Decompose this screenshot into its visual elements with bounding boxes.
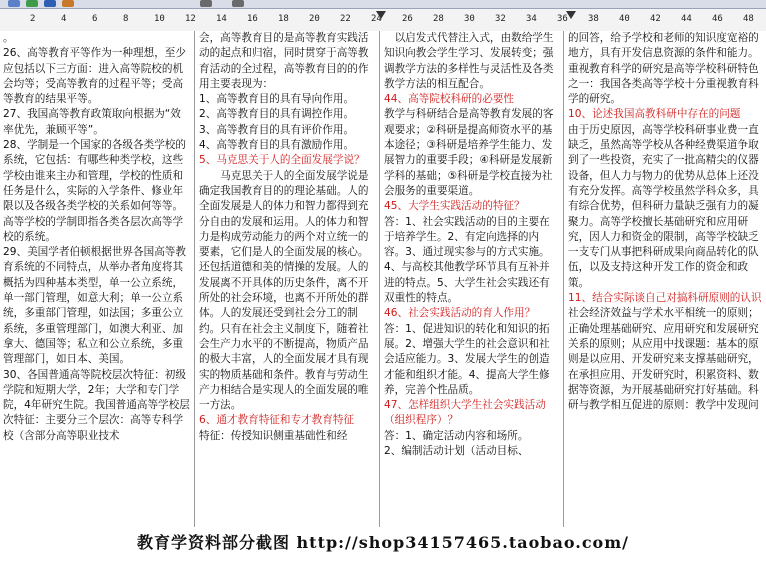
paragraph: 答：1、促进知识的转化和知识的拓展。2、增强大学生的社会意识和社会适应能力。3、发展大学生的创造才能和组织才能。4、提高大学生修养，完善个性品质。 (384, 322, 550, 396)
paragraph: 4、高等教育目的具有激励作用。 (199, 139, 355, 152)
document-page (0, 31, 766, 527)
ruler-tick-label: 38 (588, 14, 599, 24)
ruler-tick-label: 24 (371, 14, 382, 24)
paragraph: 社会经济效益与学术水平相统一的原则；正确处理基础研究、应用研究和发展研究关系的原则；从应用中找课题：基本的原则是以应用、开发研究来支撑基础研究，在承担应用、开发研究时，积累资料、数据等资源，为开展基础研究打好基础。科研与教学相互促进的原则：教学中发现问 (568, 307, 759, 412)
ruler-tick-label: 22 (340, 14, 351, 24)
paragraph: 1、高等教育目的具有导向作用。 (199, 93, 355, 106)
ruler-indent-marker[interactable] (376, 11, 386, 19)
ruler-indent-marker[interactable] (566, 11, 576, 19)
section-heading: 46、社会实践活动的育人作用？ (384, 307, 536, 320)
section-heading: 5、马克思关于人的全面发展学说？ (199, 154, 365, 167)
section-heading: 11、结合实际谈自己对搞科研原则的认识 (568, 292, 762, 305)
section-heading: 44、高等院校科研的必要性 (384, 93, 515, 106)
paragraph: 特征：传授知识侧重基础性和经 (199, 429, 348, 442)
paragraph: 26、高等教育平等作为一种理想，至少应包括以下三方面：进入高等院校的机会均等；受高等教育的过程平等；受高等教育的结果平等。 (3, 47, 186, 106)
ruler-tick-label: 26 (402, 14, 413, 24)
paragraph: 的回答，给予学校和老师的知识度宽裕的地方，具有开发信息资源的条件和能力。 (568, 32, 759, 60)
ruler-tick-label: 36 (557, 14, 568, 24)
column-divider (194, 31, 195, 527)
paragraph: 28、学制是一个国家的各级各类学校的系统，它包括：有哪些种类学校，这些学校由谁来主办和管理，学校的性质和任务是什么，实际的入学条件、修业年限以及各级各类学校的关系如何等等。高等学校的学制即指各类各层次高等学校的系统。 (3, 139, 186, 243)
section-heading: 10、论述我国高教科研中存在的问题 (568, 108, 741, 121)
ruler-tick-label: 40 (619, 14, 630, 24)
text-column-2 (199, 31, 375, 527)
paragraph: 重视教育科学的研究是高等学校科研特色之一：我国各类高等学校十分重视教育科学的研究。 (568, 62, 759, 106)
ruler-tick-label: 42 (650, 14, 661, 24)
paragraph: 30、各国普通高等院校层次特征：初级学院和短期大学，2年；大学和专门学院，4年研究生院。我国普通高等学校层次特征：主要分三个层次：高等专科学校（含部分高等职业技术 (3, 368, 190, 442)
paragraph: 会，高等教育目的是高等教育实践活动的起点和归宿，同时贯穿于高等教育活动的全过程，高等教育目的的作用主要表现为： (199, 32, 369, 90)
ruler-tick-label: 48 (743, 14, 754, 24)
ruler-tick-label: 10 (154, 14, 165, 24)
paragraph: 2、编制活动计划（活动目标、 (384, 445, 529, 458)
ruler-tick-label: 4 (61, 14, 67, 24)
ruler-tick-label: 12 (185, 14, 196, 24)
paragraph: 以启发式代替注入式，由数给学生知识向教会学生学习、发展转变；强调教学方法的多样性与灵活性及各类教学方法的相互配合。 (384, 32, 554, 90)
ruler-tick-label: 34 (526, 14, 537, 24)
ruler-tick-label: 16 (247, 14, 258, 24)
paragraph: 27、我国高等教育政策取向根据为“效率优先，兼顾平等”。 (3, 108, 181, 136)
ruler-tick-label: 46 (712, 14, 723, 24)
column-divider (379, 31, 380, 527)
save-icon[interactable] (26, 0, 38, 7)
paragraph: 2、高等教育目的具有调控作用。 (199, 108, 355, 121)
ruler-tick-label: 2 (30, 14, 36, 24)
paragraph: 3、高等教育目的具有评价作用。 (199, 123, 355, 136)
text-column-4 (568, 31, 762, 527)
paragraph: 29、美国学者伯顿根据世界各国高等教育系统的不同特点，从举办者角度将其概括为四种基本类型，单一公立系统，单一部门管理，如意大利；单一公立系统，多重部门管理，如法国；多重公立系统，多重管理部门，如澳大利亚、加拿大、德国等；私立和公立系统，多重管理部门，如日本、美国。 (3, 246, 186, 366)
paragraph: 教学与科研结合是高等教育发展的客观要求；②科研是提高师资水平的基本途径；③科研是培养学生能力、发展智力的重要手段；④科研是发展新学科的基础；⑤科研是学校直接为社会服务的重要渠道。 (384, 108, 554, 197)
open-icon[interactable] (8, 0, 20, 7)
section-heading: 6、通才教育特征和专才教育特征 (199, 414, 355, 427)
word-toolbar (0, 0, 766, 9)
check-icon[interactable] (44, 0, 56, 7)
font-dropdown-icon[interactable] (232, 0, 244, 7)
ruler-tick-label: 8 (123, 14, 129, 24)
text-column-1 (3, 31, 191, 527)
format-icon[interactable] (62, 0, 74, 7)
ruler-tick-label: 18 (278, 14, 289, 24)
paragraph: 。 (3, 32, 14, 44)
horizontal-ruler[interactable] (0, 9, 766, 32)
ruler-tick-label: 6 (92, 14, 98, 24)
section-heading: 47、怎样组织大学生社会实践活动（组织程序）？ (384, 399, 546, 427)
footer-caption: 教育学资料部分截图 http://shop34157465.taobao.com/ (0, 528, 766, 564)
paragraph: 答：1、确定活动内容和场所。 (384, 429, 529, 442)
style-dropdown-icon[interactable] (200, 0, 212, 7)
paragraph: 答：1、社会实践活动的目的主要在于培养学生。2、有定向选择的内容。3、通过现实参与的方式实施。4、与高校其他教学环节具有互补并进的特点。5、大学生社会实践还有双重性的特点。 (384, 215, 550, 305)
ruler-tick-label: 44 (681, 14, 692, 24)
ruler-tick-label: 30 (464, 14, 475, 24)
ruler-tick-label: 20 (309, 14, 320, 24)
section-heading: 45、大学生实践活动的特征？ (384, 200, 525, 213)
paragraph: 马克思关于人的全面发展学说是确定我国教育目的的理论基础。人的全面发展是人的体力和智力都得到充分自由的发展和运用。人的体力和智力是构成劳动能力的两个对立统一的要素，它们是人的全面发展的核心。还包括道德和美的情操的发展。人的发展离不开具体的历史条件，离不开所处的社会环境，也离不开所处的群体。人的发展还受到社会分工的制约。只有在社会主义制度下，随着社会生产力水平的不断提高，物质产品的极大丰富，人的全面发展才具有现实的物质基础和条件。教育与劳动生产力相结合是实现人的全面发展的唯一方法。 (199, 169, 369, 412)
text-column-3 (384, 31, 560, 527)
column-divider (563, 31, 564, 527)
ruler-tick-label: 32 (495, 14, 506, 24)
paragraph: 由于历史原因，高等学校科研事业费一直缺乏，虽然高等学校从各种经费渠道争取到了一些投资，充实了一批高精尖的仪器设备，但人力与物力的优势从总体上还没有充分发挥。高等学校虽然学科众多，具有综合优势，但科研力量缺乏强有力的凝聚力。高等学校擅长基础研究和应用研究，因人力和资金的限制，高等学校缺乏一支专门从事把科研成果向商品转化的队伍，以及支持这种开发工作的资金和政策。 (568, 123, 759, 289)
ruler-tick-label: 28 (433, 14, 444, 24)
ruler-tick-label: 14 (216, 14, 227, 24)
